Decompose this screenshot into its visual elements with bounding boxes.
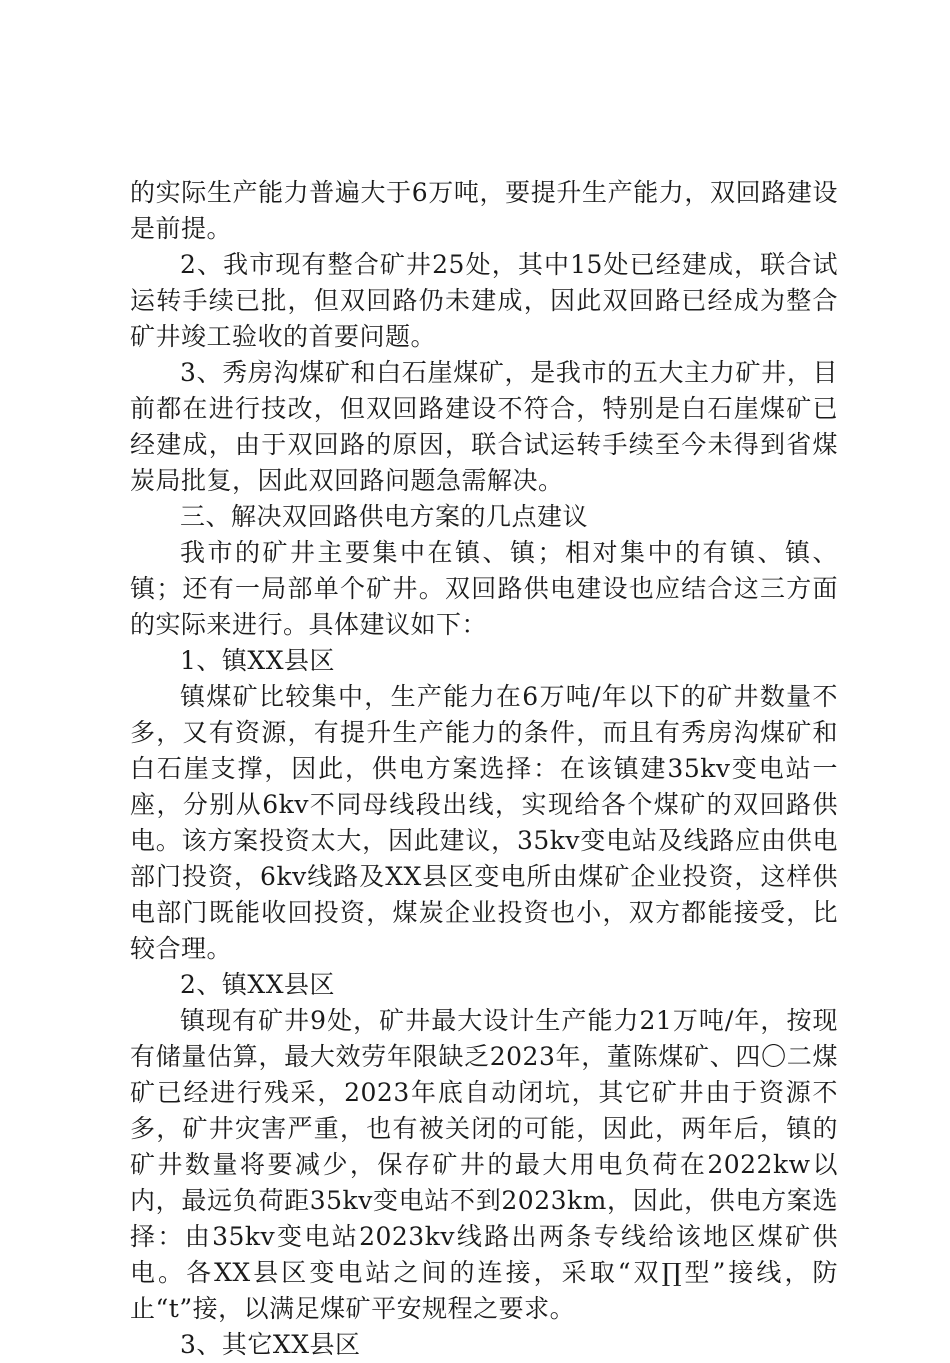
subheading-2: 2、镇XX县区 [180,970,336,999]
document-body [130,175,838,1363]
paragraph-subsection-1: 镇煤矿比较集中，生产能力在6万吨/年以下的矿井数量不多，又有资源，有提升生产能力的条件，而且有秀房沟煤矿和白石崖支撑，因此，供电方案选择：在该镇建35kv变电站一座，分别从6kv不同母线段出线，实现给各个煤矿的双回路供电。该方案投资太大，因此建议，35kv变电站及线路应由供电部门投资，6kv线路及XX县区变电所由煤矿企业投资，这样供电部门既能收回投资，煤炭企业投资也小，双方都能接受，比较合理。 [130,682,838,963]
subheading-3: 3、其它XX县区 [180,1330,361,1359]
section-heading-3: 三、解决双回路供电方案的几点建议 [180,502,589,531]
paragraph-point-3: 3、秀房沟煤矿和白石崖煤矿，是我市的五大主力矿井，目前都在进行技改，但双回路建设不符合，特别是白石崖煤矿已经建成，由于双回路的原因，联合试运转手续至今未得到省煤炭局批复，因此双回路问题急需解决。 [130,358,838,495]
paragraph-continuation: 的实际生产能力普遍大于6万吨，要提升生产能力，双回路建设是前提。 [130,178,838,243]
paragraph-point-2: 2、我市现有整合矿井25处，其中15处已经建成，联合试运转手续已批，但双回路仍未建成，因此双回路已经成为整合矿井竣工验收的首要问题。 [130,250,838,351]
subheading-1: 1、镇XX县区 [180,646,336,675]
paragraph-overview: 我市的矿井主要集中在镇、镇；相对集中的有镇、镇、镇；还有一局部单个矿井。双回路供电建设也应结合这三方面的实际来进行。具体建议如下： [130,538,838,639]
paragraph-subsection-2: 镇现有矿井9处，矿井最大设计生产能力21万吨/年，按现有储量估算，最大效劳年限缺乏2023年，董陈煤矿、四〇二煤矿已经进行残采，2023年底自动闭坑，其它矿井由于资源不多，矿井灾害严重，也有被关闭的可能，因此，两年后，镇的矿井数量将要减少，保存矿井的最大用电负荷在2022kw以内，最远负荷距35kv变电站不到2023km，因此，供电方案选择：由35kv变电站2023kv线路出两条专线给该地区煤矿供电。各XX县区变电站之间的连接，采取“双∏型”接线，防止“t”接，以满足煤矿平安规程之要求。 [130,1006,838,1323]
